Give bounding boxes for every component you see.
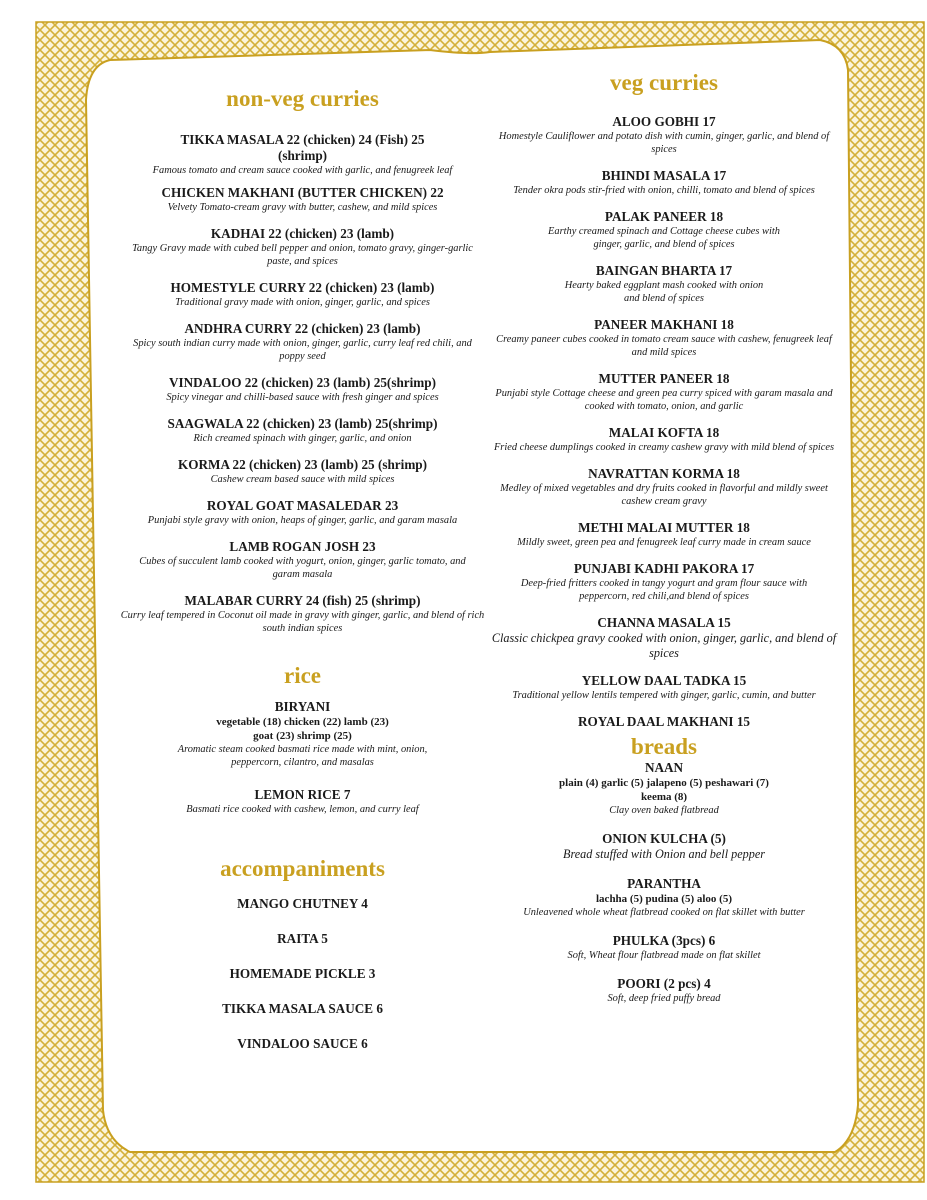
item-name: METHI MALAI MUTTER 18 [578, 520, 750, 535]
item-name: YELLOW DAAL TADKA 15 [581, 673, 747, 688]
item-options: vegetable (18) chicken (22) lamb (23) [216, 716, 389, 728]
item-desc: Tender okra pods stir-fried with onion, chilli, tomato and blend of spices [513, 185, 815, 196]
item-name: LAMB ROGAN JOSH 23 [229, 539, 376, 554]
menu-item [488, 714, 840, 730]
menu-item [488, 673, 840, 702]
item-name: KADHAI 22 (chicken) 23 (lamb) [210, 226, 395, 241]
right-column [488, 70, 840, 1017]
item-desc: Famous tomato and cream sauce cooked with garlic, and fenugreek leaf [152, 165, 453, 176]
item-name: PARANTHA [627, 876, 701, 891]
item-desc: Creamy paneer cubes cooked in tomato cream sauce with cashew, fenugreek leaf and mild spices [496, 334, 832, 358]
item-name: PUNJABI KADHI PAKORA 17 [573, 561, 755, 576]
item-options: keema (8) [640, 791, 688, 803]
menu-item [110, 593, 495, 635]
menu-item [110, 280, 495, 309]
nonveg-section-title: non-veg curries [226, 86, 379, 111]
menu-item-parantha [488, 876, 840, 919]
menu-item [488, 466, 840, 508]
item-desc: Punjabi style Cottage cheese and green pea curry spiced with garam masala and cooked with tomato, onion, and garlic [495, 388, 833, 412]
item-desc: Bread stuffed with Onion and bell pepper [563, 847, 765, 861]
menu-item-kulcha [488, 831, 840, 862]
item-name: KORMA 22 (chicken) 23 (lamb) 25 (shrimp) [177, 457, 428, 472]
breads-section-title: breads [630, 734, 698, 759]
item-name: BAINGAN BHARTA 17 [595, 263, 733, 278]
item-desc: Medley of mixed vegetables and dry fruits cooked in flavorful and mildly sweet cashew cream gravy [500, 483, 828, 507]
item-desc: Earthy creamed spinach and Cottage cheese cubes with ginger, garlic, and blend of spices [548, 226, 780, 250]
item-desc: Traditional yellow lentils tempered with ginger, garlic, cumin, and butter [512, 690, 816, 701]
item-name: PALAK PANEER 18 [604, 209, 724, 224]
item-name: CHANNA MASALA 15 [597, 615, 731, 630]
item-desc: Cubes of succulent lamb cooked with yogurt, onion, ginger, garlic tomato, and garam masala [139, 556, 466, 580]
menu-item [110, 185, 495, 214]
item-name: TIKKA MASALA 22 (chicken) 24 (Fish) 25 (shrimp) [180, 132, 425, 163]
menu-item [110, 498, 495, 527]
menu-item [488, 168, 840, 197]
item-name: SAAGWALA 22 (chicken) 23 (lamb) 25(shrimp) [167, 416, 438, 431]
accompaniment-item: RAITA 5 [277, 931, 328, 946]
menu-item [110, 375, 495, 404]
item-desc: Soft, deep fried puffy bread [607, 993, 721, 1004]
item-name: BIRYANI [274, 699, 331, 714]
veg-section-title: veg curries [610, 70, 718, 95]
item-desc: Curry leaf tempered in Coconut oil made in gravy with ginger, garlic, and blend of rich south indian spices [120, 610, 485, 634]
menu-item-naan [488, 760, 840, 817]
item-name: ONION KULCHA (5) [602, 831, 726, 846]
item-desc: Cashew cream based sauce with mild spices [210, 474, 395, 485]
item-name: MUTTER PANEER 18 [598, 371, 730, 386]
item-name: ROYAL DAAL MAKHANI 15 [577, 714, 751, 729]
accompaniment-item: VINDALOO SAUCE 6 [237, 1036, 368, 1051]
menu-item [488, 263, 840, 305]
item-options: lachha (5) pudina (5) aloo (5) [596, 893, 732, 905]
item-name: PANEER MAKHANI 18 [594, 317, 734, 332]
item-name: MALABAR CURRY 24 (fish) 25 (shrimp) [184, 593, 421, 608]
item-desc: Classic chickpea gravy cooked with onion, ginger, garlic, and blend of spices [491, 631, 837, 660]
accompaniment-item: HOMEMADE PICKLE 3 [229, 966, 376, 981]
rice-section-title: rice [283, 663, 321, 688]
item-desc: Homestyle Cauliflower and potato dish with cumin, ginger, garlic, and blend of spices [498, 131, 830, 155]
item-desc: Velvety Tomato-cream gravy with butter, cashew, and mild spices [167, 202, 438, 213]
menu-item [488, 114, 840, 156]
item-name: POORI (2 pcs) 4 [617, 976, 711, 991]
menu-item-phulka [488, 933, 840, 962]
item-name: NAVRATTAN KORMA 18 [588, 466, 740, 481]
menu-item-lemon-rice [110, 787, 495, 816]
item-desc: Mildly sweet, green pea and fenugreek leaf curry made in cream sauce [517, 537, 811, 548]
item-name: BHINDI MASALA 17 [601, 168, 727, 183]
item-desc: Deep-fried fritters cooked in tangy yogurt and gram flour sauce with peppercorn, red chili,and blend of spices [520, 578, 808, 602]
item-desc: Basmati rice cooked with cashew, lemon, and curry leaf [186, 804, 419, 815]
item-desc: Spicy south indian curry made with onion, ginger, garlic, curry leaf red chili, and poppy seed [133, 338, 472, 362]
item-desc: Aromatic steam cooked basmati rice made with mint, onion, peppercorn, cilantro, and masalas [177, 744, 428, 768]
accompaniment-item: MANGO CHUTNEY 4 [237, 896, 368, 911]
item-name: PHULKA (3pcs) 6 [612, 933, 716, 948]
menu-item [488, 615, 840, 661]
item-desc: Soft, Wheat flour flatbread made on flat skillet [567, 950, 761, 961]
left-column [110, 86, 495, 1071]
menu-item [488, 209, 840, 251]
menu-item [488, 561, 840, 603]
item-name: ANDHRA CURRY 22 (chicken) 23 (lamb) [184, 321, 421, 336]
menu-item [110, 226, 495, 268]
menu-item [110, 539, 495, 581]
menu-item [110, 132, 495, 177]
item-name: ALOO GOBHI 17 [612, 114, 716, 129]
item-name: LEMON RICE 7 [254, 787, 351, 802]
accompaniments-section-title: accompaniments [220, 856, 385, 881]
menu-item-poori [488, 976, 840, 1005]
item-desc: Rich creamed spinach with ginger, garlic, and onion [193, 433, 412, 444]
item-name: HOMESTYLE CURRY 22 (chicken) 23 (lamb) [170, 280, 435, 295]
menu-item [110, 321, 495, 363]
item-options: goat (23) shrimp (25) [253, 730, 352, 742]
item-desc: Unleavened whole wheat flatbread cooked on flat skillet with butter [523, 907, 805, 918]
menu-item [110, 457, 495, 486]
item-name: MALAI KOFTA 18 [608, 425, 720, 440]
menu-item-biryani [110, 699, 495, 769]
menu-item [488, 425, 840, 454]
item-name: CHICKEN MAKHANI (BUTTER CHICKEN) 22 [161, 185, 444, 200]
menu-item [488, 371, 840, 413]
accompaniment-item: TIKKA MASALA SAUCE 6 [222, 1001, 383, 1016]
item-options: plain (4) garlic (5) jalapeno (5) peshawari (7) [559, 777, 769, 789]
item-desc: Spicy vinegar and chilli-based sauce with fresh ginger and spices [166, 392, 439, 403]
menu-item [488, 520, 840, 549]
menu-item [110, 416, 495, 445]
menu-item [488, 317, 840, 359]
item-name: ROYAL GOAT MASALEDAR 23 [206, 498, 399, 513]
item-desc: Tangy Gravy made with cubed bell pepper and onion, tomato gravy, ginger-garlic paste, and spices [132, 243, 473, 267]
item-desc: Punjabi style gravy with onion, heaps of ginger, garlic, and garam masala [147, 515, 458, 526]
item-desc: Clay oven baked flatbread [609, 805, 719, 816]
item-name: VINDALOO 22 (chicken) 23 (lamb) 25(shrimp) [168, 375, 437, 390]
item-desc: Fried cheese dumplings cooked in creamy cashew gravy with mild blend of spices [493, 442, 835, 453]
item-name: NAAN [644, 760, 684, 775]
item-desc: Hearty baked eggplant mash cooked with onion and blend of spices [564, 280, 764, 304]
item-desc: Traditional gravy made with onion, ginger, garlic, and spices [175, 297, 430, 308]
